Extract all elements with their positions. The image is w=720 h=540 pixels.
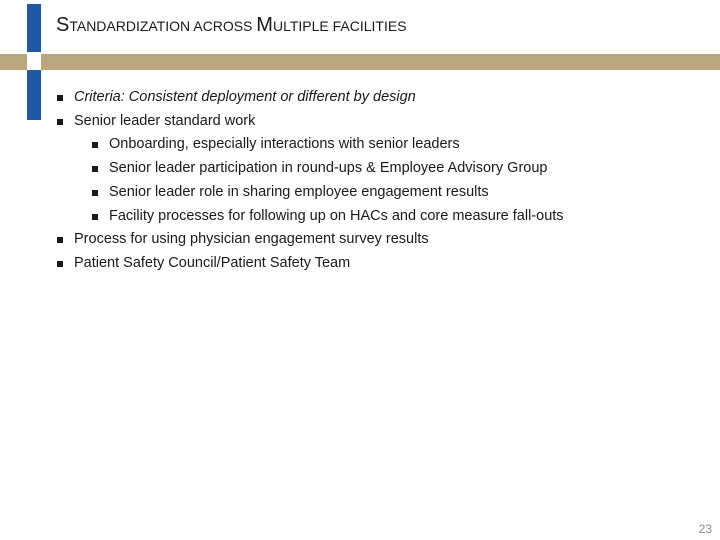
list-item-text: Senior leader participation in round-ups & Employee Advisory Group <box>109 160 548 177</box>
square-bullet-icon <box>57 237 63 243</box>
list-item <box>56 157 696 181</box>
list-item <box>56 110 696 134</box>
list-item <box>56 205 696 229</box>
square-bullet-icon <box>57 95 63 101</box>
square-bullet-icon <box>92 214 98 220</box>
divider-gap <box>27 54 41 70</box>
title-divider-band <box>0 54 720 70</box>
list-item-text: Patient Safety Council/Patient Safety Team <box>74 254 351 271</box>
bullet-list <box>56 86 696 276</box>
square-bullet-icon <box>92 190 98 196</box>
title-accent-bar <box>27 4 41 52</box>
title-part: S <box>56 14 70 36</box>
list-item <box>56 86 696 110</box>
square-bullet-icon <box>92 142 98 148</box>
square-bullet-icon <box>57 119 63 125</box>
title-part: ULTIPLE FACILITIES <box>272 18 407 34</box>
list-item-text: Onboarding, especially interactions with senior leaders <box>109 136 460 153</box>
list-item-text: Criteria: Consistent deployment or different by design <box>74 89 416 105</box>
page-number: 23 <box>698 522 712 536</box>
list-item <box>56 228 696 252</box>
list-item <box>56 252 696 276</box>
title-part: M <box>256 14 273 36</box>
list-item <box>56 181 696 205</box>
square-bullet-icon <box>92 166 98 172</box>
list-item-text: Senior leader role in sharing employee engagement results <box>109 183 489 200</box>
list-item <box>56 133 696 157</box>
title-part: TANDARDIZATION ACROSS <box>69 18 257 34</box>
list-item-text: Facility processes for following up on HACs and core measure fall-outs <box>109 207 564 224</box>
slide-title <box>56 14 407 37</box>
list-item-text: Process for using physician engagement survey results <box>74 231 429 248</box>
square-bullet-icon <box>57 261 63 267</box>
list-item-text: Senior leader standard work <box>74 112 256 129</box>
content-accent-bar <box>27 70 41 120</box>
